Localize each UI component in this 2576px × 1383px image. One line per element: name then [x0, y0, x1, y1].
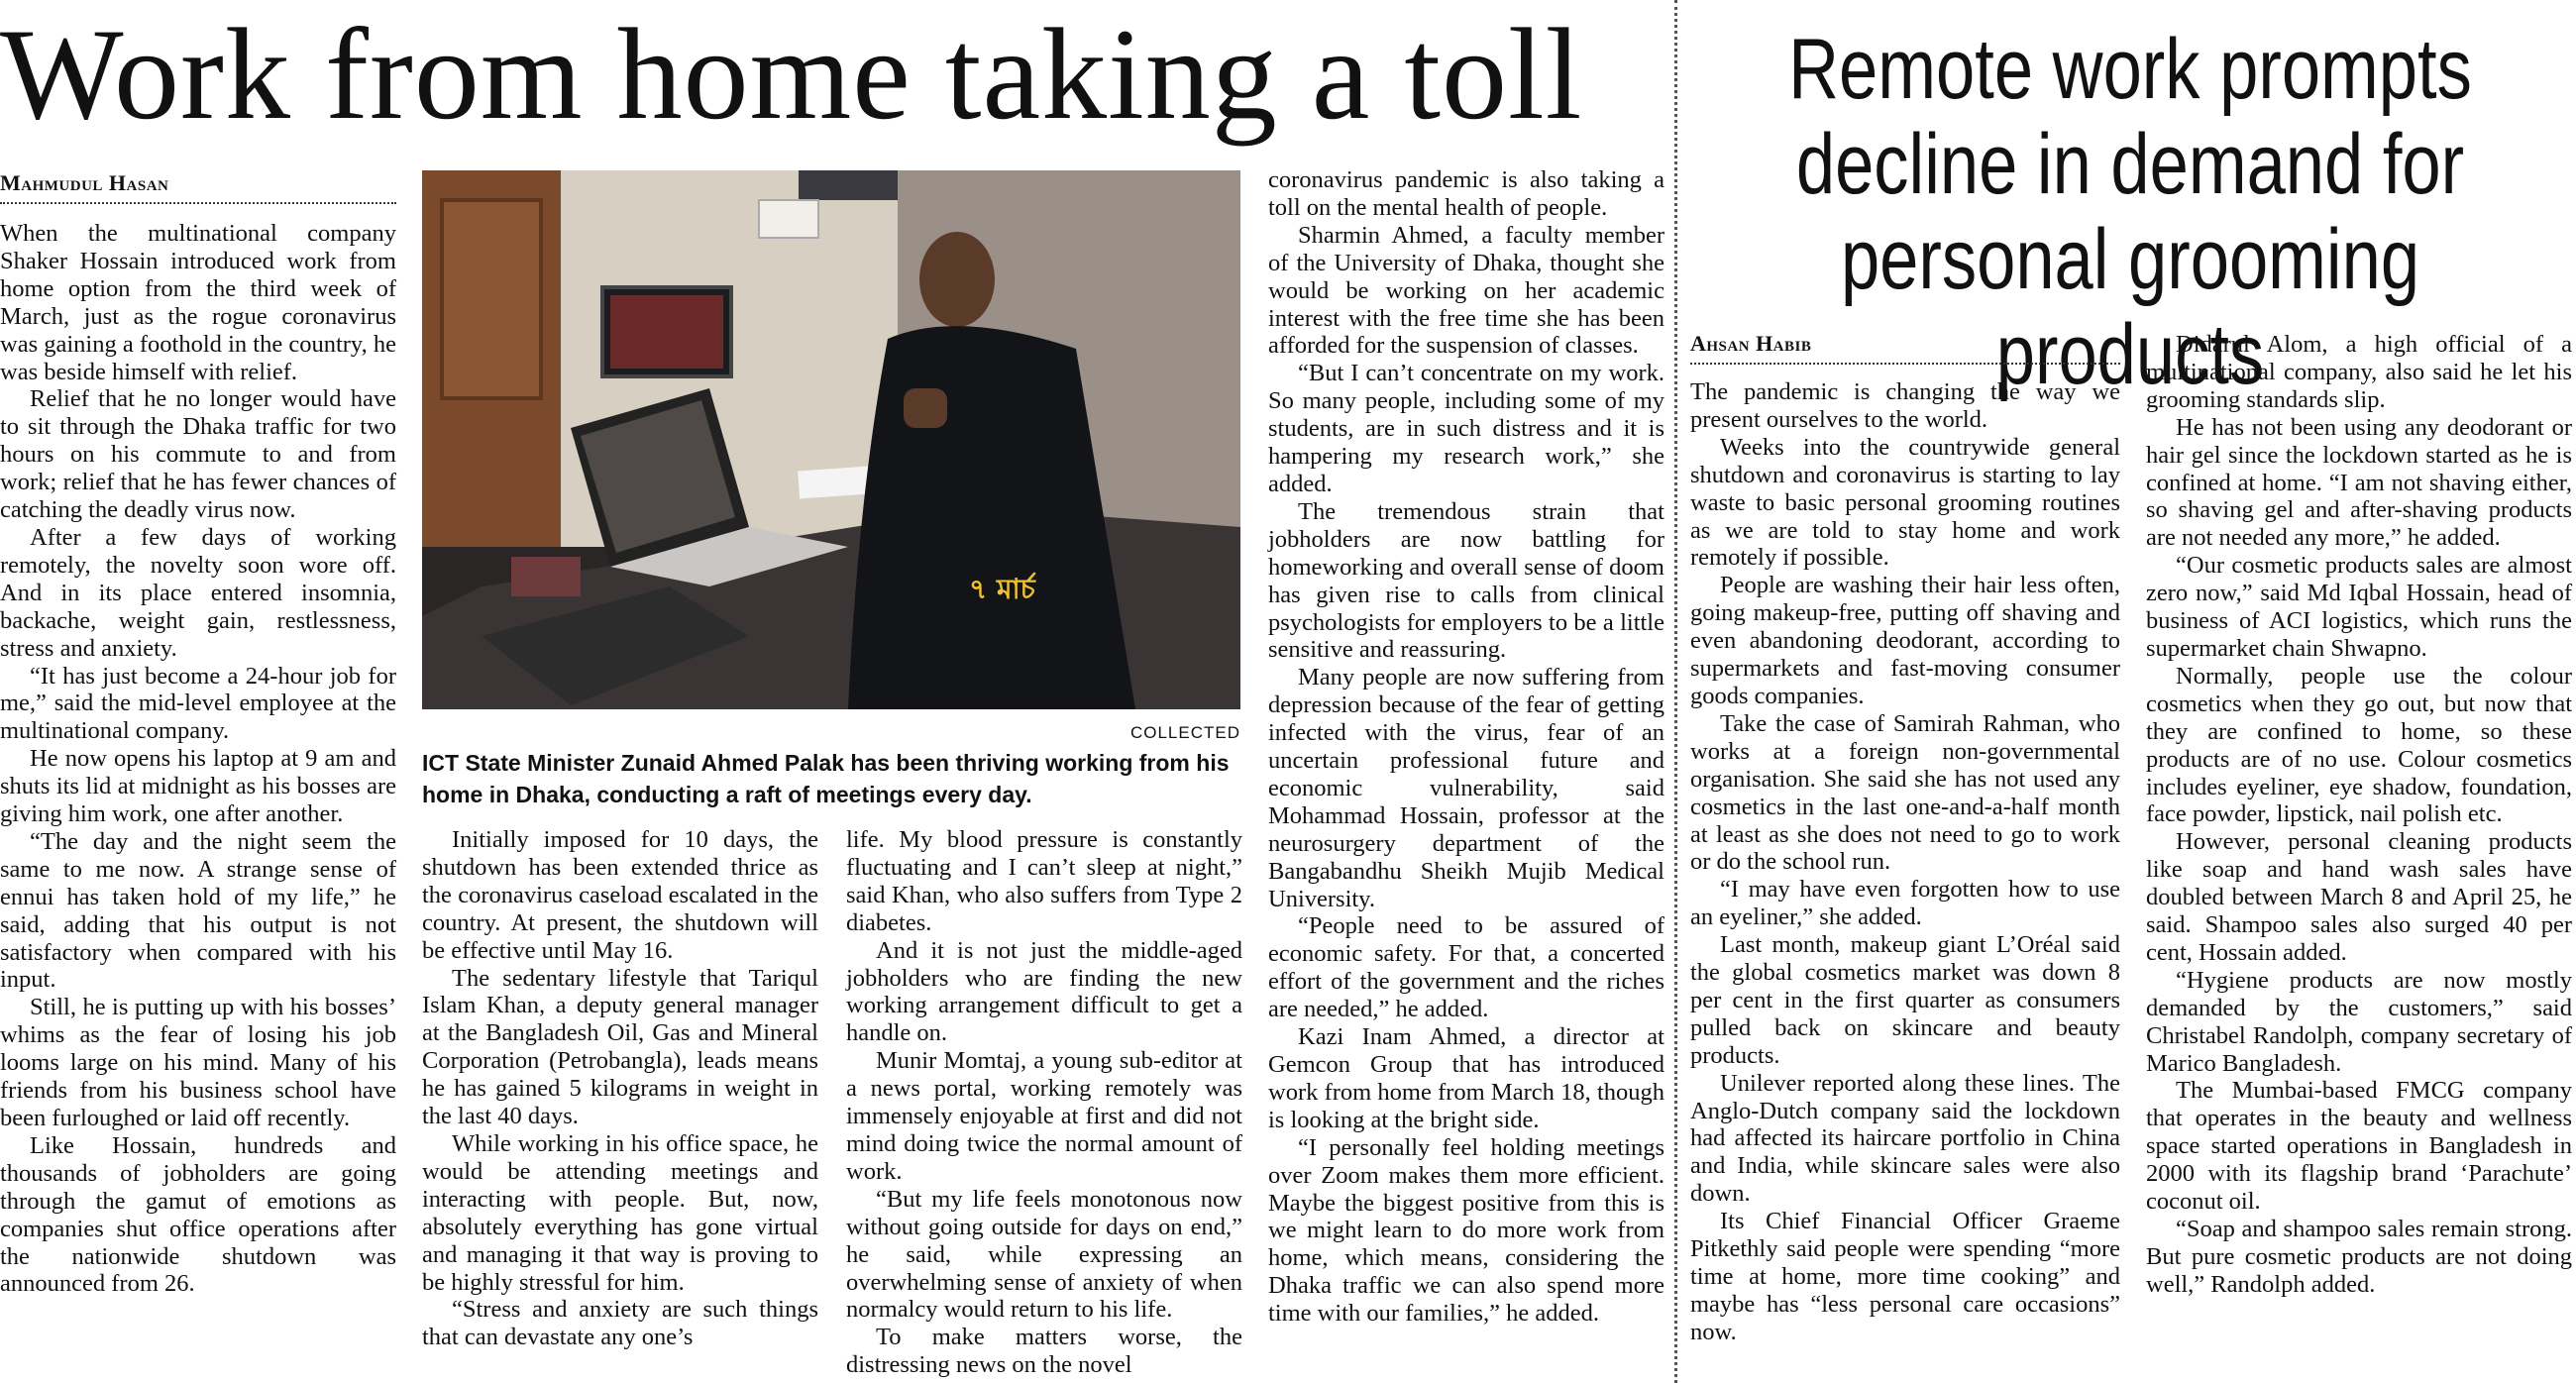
right-headline: Remote work prompts decline in demand for personal grooming products [1788, 22, 2472, 402]
paragraph: life. My blood pressure is constantly fluctuating and I can’t sleep at night,” said Khan, who also suffers from Type 2 diabetes. [846, 826, 1242, 936]
paragraph: “But I can’t concentrate on my work. So many people, including some of my students, are in such distress and it is hampering my research work,” she added. [1268, 360, 1664, 497]
paragraph: “Our cosmetic products sales are almost zero now,” said Md Iqbal Hossain, head of business of ACI logistics, which runs the supermarket chain Shwapno. [2146, 552, 2572, 662]
paragraph: Unilever reported along these lines. The Anglo-Dutch company said the lockdown had affected its haircare portfolio in China and India, while skincare sales were also down. [1690, 1069, 2120, 1208]
paragraph: Initially imposed for 10 days, the shutdown has been extended thrice as the coronavirus caseload escalated in the country. At present, the shutdown will be effective until May 16. [422, 826, 818, 964]
paragraph: “Hygiene products are now mostly demanded by the customers,” said Christabel Randolph, company secretary of Marico Bangladesh. [2146, 966, 2572, 1077]
paragraph: Like Hossain, hundreds and thousands of jobholders are going through the gamut of emotions as companies shut office operations after the nationwide shutdown was announced from 26. [0, 1131, 396, 1298]
photo-caption: ICT State Minister Zunaid Ahmed Palak has been thriving working from his home in Dhaka, conducting a raft of meetings every day. [422, 750, 1230, 807]
left-column-4 [1268, 166, 1664, 1328]
paragraph: Weeks into the countrywide general shutdown and coronavirus is starting to lay waste to basic personal grooming routines as we are told to stay home and work remotely if possible. [1690, 433, 2120, 572]
paragraph: “People need to be assured of economic safety. For that, a concerted effort of the government and the riches are needed,” he added. [1268, 912, 1664, 1023]
column-divider [1674, 0, 1677, 1383]
paragraph: And it is not just the middle-aged jobholders who are finding the new working arrangement difficult to get a handle on. [846, 936, 1242, 1047]
photo-illustration [422, 170, 1240, 709]
paragraph: “It has just become a 24-hour job for me,” said the mid-level employee at the multinational company. [0, 662, 396, 745]
paragraph: “Stress and anxiety are such things that can devastate any one’s [422, 1296, 818, 1351]
paragraph: Take the case of Samirah Rahman, who works at a foreign non-governmental organisation. She said she has not used any cosmetics in the last one-and-a-half month at least as she does not need to go to work or do the school run. [1690, 709, 2120, 876]
left-byline-rule [0, 202, 396, 204]
paragraph: The tremendous strain that jobholders are now battling for homeworking and overall sense of doom has given rise to calls from clinical psychologists for employers to be a little sensitive and reassuring. [1268, 497, 1664, 664]
paragraph: “But my life feels monotonous now without going outside for days on end,” he said, while expressing an overwhelming sense of anxiety of when normalcy would return to his life. [846, 1185, 1242, 1324]
paragraph: While working in his office space, he would be attending meetings and interacting with people. But, now, absolutely everything has gone virtual and managing it that way is proving to be highly stressful for him. [422, 1129, 818, 1296]
left-column-1 [0, 220, 396, 1298]
paragraph: Munir Momtaj, a young sub-editor at a news portal, working remotely was immensely enjoyable at first and did not mind doing twice the normal amount of work. [846, 1047, 1242, 1185]
right-byline: Ahsan Habib [1690, 331, 1812, 356]
paragraph: People are washing their hair less often, going makeup-free, putting off shaving and even abandoning deodorant, according to supermarkets and fast-moving consumer goods companies. [1690, 572, 2120, 709]
right-column-1 [1690, 378, 2120, 1346]
paragraph: Its Chief Financial Officer Graeme Pitkethly said people were spending “more time at home, more time cooking” and maybe has “less personal care occasions” now. [1690, 1208, 2120, 1345]
paragraph: To make matters worse, the distressing news on the novel [846, 1324, 1242, 1379]
paragraph: After a few days of working remotely, the novelty soon wore off. And in its place entered insomnia, backache, weight gain, restlessness, stress and anxiety. [0, 523, 396, 662]
paragraph: The pandemic is changing the way we present ourselves to the world. [1690, 378, 2120, 433]
paragraph: “The day and the night seem the same to me now. A strange sense of ennui has taken hold of my life,” he said, adding that his output is not satisfactory when compared with his input. [0, 827, 396, 994]
paragraph: Many people are now suffering from depression because of the fear of getting infected with the virus, fear of an uncertain professional future and economic vulnerability, said Mohammad Hossain, professor at the neurosurgery department of the Bangabandhu Sheikh Mujib Medical University. [1268, 664, 1664, 912]
news-photo [422, 170, 1240, 709]
paragraph: Last month, makeup giant L’Oréal said the global cosmetics market was down 8 per cent in the first quarter as consumers pulled back on skincare and beauty products. [1690, 931, 2120, 1069]
left-column-3 [846, 826, 1242, 1379]
paragraph: coronavirus pandemic is also taking a toll on the mental health of people. [1268, 166, 1664, 221]
photo-credit: COLLECTED [1129, 723, 1240, 742]
paragraph: Sharmin Ahmed, a faculty member of the University of Dhaka, thought she would be working on her academic interest with the free time she has been afforded for the suspension of classes. [1268, 221, 1664, 360]
paragraph: The Mumbai-based FMCG company that operates in the beauty and wellness space started operations in Bangladesh in 2000 with its flagship brand ‘Parachute’ coconut oil. [2146, 1077, 2572, 1216]
photo-sticker-text: ৭ মার্চ [969, 573, 1035, 605]
paragraph: However, personal cleaning products like soap and hand wash sales have doubled between March 8 and April 25, he said. Shampoo sales also surged 40 per cent, Hossain added. [2146, 828, 2572, 966]
paragraph: “I personally feel holding meetings over Zoom makes them more efficient. Maybe the biggest positive from this is we might learn to do more work from home, which means, considering the Dhaka traffic we can also spend more time with our families,” he added. [1268, 1133, 1664, 1328]
left-headline: Work from home taking a toll [0, 1, 1583, 147]
paragraph: When the multinational company Shaker Hossain introduced work from home option from the third week of March, just as the rogue coronavirus was gaining a foothold in the country, he was beside himself with relief. [0, 220, 396, 385]
paragraph: Kazi Inam Ahmed, a director at Gemcon Group that has introduced work from home from March 18, though is looking at the bright side. [1268, 1023, 1664, 1133]
left-byline: Mahmudul Hasan [0, 170, 169, 195]
paragraph: Relief that he no longer would have to sit through the Dhaka traffic for two hours on his commute to and from work; relief that he has fewer chances of catching the deadly virus now. [0, 385, 396, 524]
left-column-2 [422, 826, 818, 1351]
paragraph: “I may have even forgotten how to use an eyeliner,” she added. [1690, 876, 2120, 931]
paragraph: He now opens his laptop at 9 am and shuts its lid at midnight as his bosses are giving him work, one after another. [0, 745, 396, 828]
paragraph: He has not been using any deodorant or hair gel since the lockdown started as he is confined at home. “I am not shaving either, so shaving gel and after-shaving products are not needed any more,” he added. [2146, 413, 2572, 552]
paragraph: Still, he is putting up with his bosses’ whims as the fear of losing his job looms large on his mind. Many of his friends from his business school have been furloughed or laid off recently. [0, 994, 396, 1131]
paragraph: The sedentary lifestyle that Tariqul Islam Khan, a deputy general manager at the Bangladesh Oil, Gas and Mineral Corporation (Petrobangla), leads means he has gained 5 kilograms in weight in the last 40 days. [422, 964, 818, 1130]
right-column-2 [2146, 331, 2572, 1299]
paragraph: “Soap and shampoo sales remain strong. But pure cosmetic products are not doing well,” Randolph added. [2146, 1216, 2572, 1298]
paragraph: Normally, people use the colour cosmetics when they go out, but now that they are confined to home, so these products are of no use. Colour cosmetics includes eyeliner, eye shadow, foundation, face powder, lipstick, nail polish etc. [2146, 662, 2572, 828]
paragraph: Didarul Alom, a high official of a multinational company, also said he let his grooming standards slip. [2146, 331, 2572, 413]
right-byline-rule [1690, 363, 2120, 365]
